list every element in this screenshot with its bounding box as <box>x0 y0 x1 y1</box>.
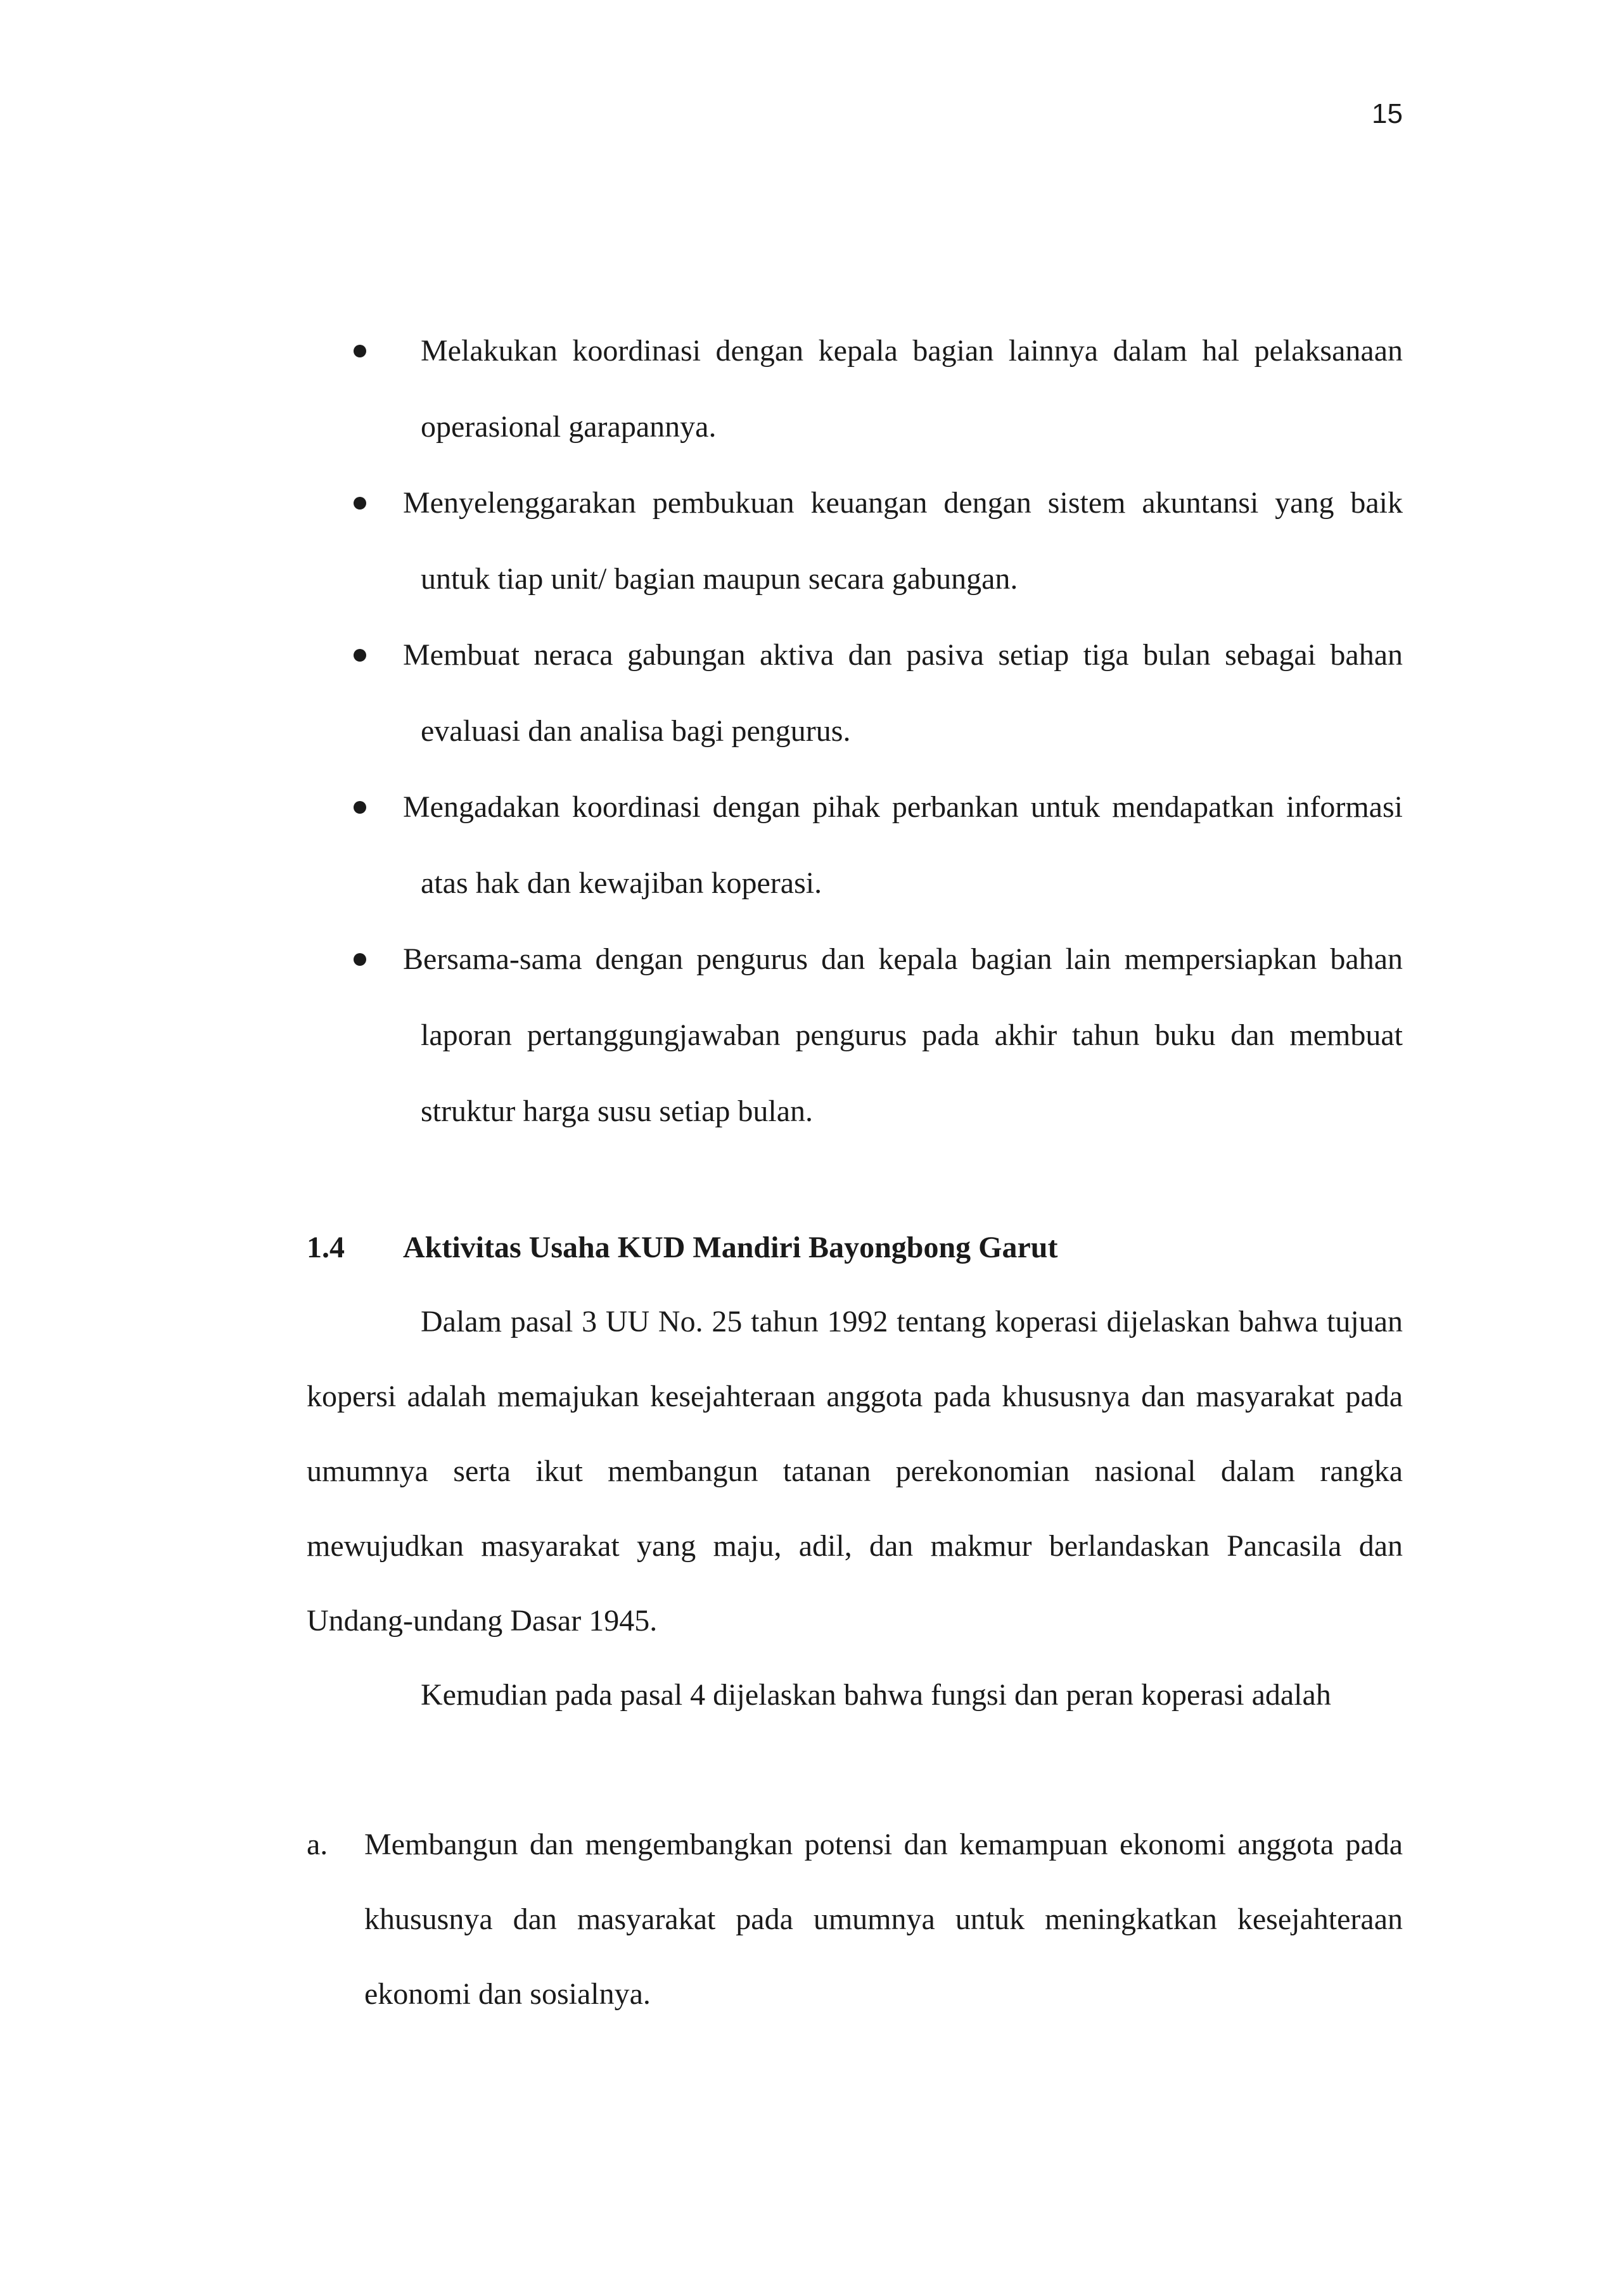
list-item <box>307 1807 1403 2032</box>
section-heading <box>307 1210 1403 1286</box>
bullet-text: Bersama-sama dengan pengurus dan kepala bagian lain mempersiapkan bahan laporan pertanggungjawaban pengurus pada akhir tahun buku dan membuat struktur harga susu setiap bulan. <box>403 942 1403 1128</box>
body-paragraph: Dalam pasal 3 UU No. 25 tahun 1992 tentang koperasi dijelaskan bahwa tujuan kopersi adalah memajukan kesejahteraan anggota pada khususnya dan masyarakat pada umumnya serta ikut membangun tatanan perekonomian nasional dalam rangka mewujudkan masyarakat yang maju, adil, dan makmur berlandaskan Pancasila dan Undang-undang Dasar 1945. <box>307 1305 1403 1638</box>
bullet-text: Menyelenggarakan pembukuan keuangan dengan sistem akuntansi yang baik untuk tiap unit/ bagian maupun secara gabungan. <box>403 486 1403 596</box>
bullet-dot-icon <box>354 497 366 510</box>
bullet-item <box>355 617 1403 769</box>
body-paragraph: Kemudian pada pasal 4 dijelaskan bahwa fungsi dan peran koperasi adalah <box>421 1678 1331 1712</box>
bullet-item <box>355 769 1403 921</box>
section-number: 1.4 <box>307 1231 345 1264</box>
bullet-item <box>355 313 1403 465</box>
page-number: 15 <box>1372 98 1403 129</box>
list-item-text: Membangun dan mengembangkan potensi dan kemampuan ekonomi anggota pada khususnya dan masyarakat pada umumnya untuk meningkatkan kesejahteraan ekonomi dan sosialnya. <box>364 1828 1403 2011</box>
bullet-dot-icon <box>354 345 366 357</box>
list-marker: a. <box>307 1828 328 1861</box>
bullet-item <box>355 921 1403 1150</box>
bullet-text: Melakukan koordinasi dengan kepala bagian lainnya dalam hal pelaksanaan operasional garapannya. <box>421 334 1403 444</box>
function-list <box>307 1807 1403 2032</box>
bullet-dot-icon <box>354 801 366 814</box>
bullet-text: Membuat neraca gabungan aktiva dan pasiva setiap tiga bulan sebagai bahan evaluasi dan analisa bagi pengurus. <box>403 638 1403 748</box>
bullet-item <box>355 465 1403 617</box>
bullet-text: Mengadakan koordinasi dengan pihak perbankan untuk mendapatkan informasi atas hak dan kewajiban koperasi. <box>403 790 1403 900</box>
section-title: Aktivitas Usaha KUD Mandiri Bayongbong Garut <box>403 1231 1058 1264</box>
bullet-dot-icon <box>354 649 366 662</box>
bullet-dot-icon <box>354 953 366 966</box>
responsibility-bullet-list <box>355 313 1403 1150</box>
